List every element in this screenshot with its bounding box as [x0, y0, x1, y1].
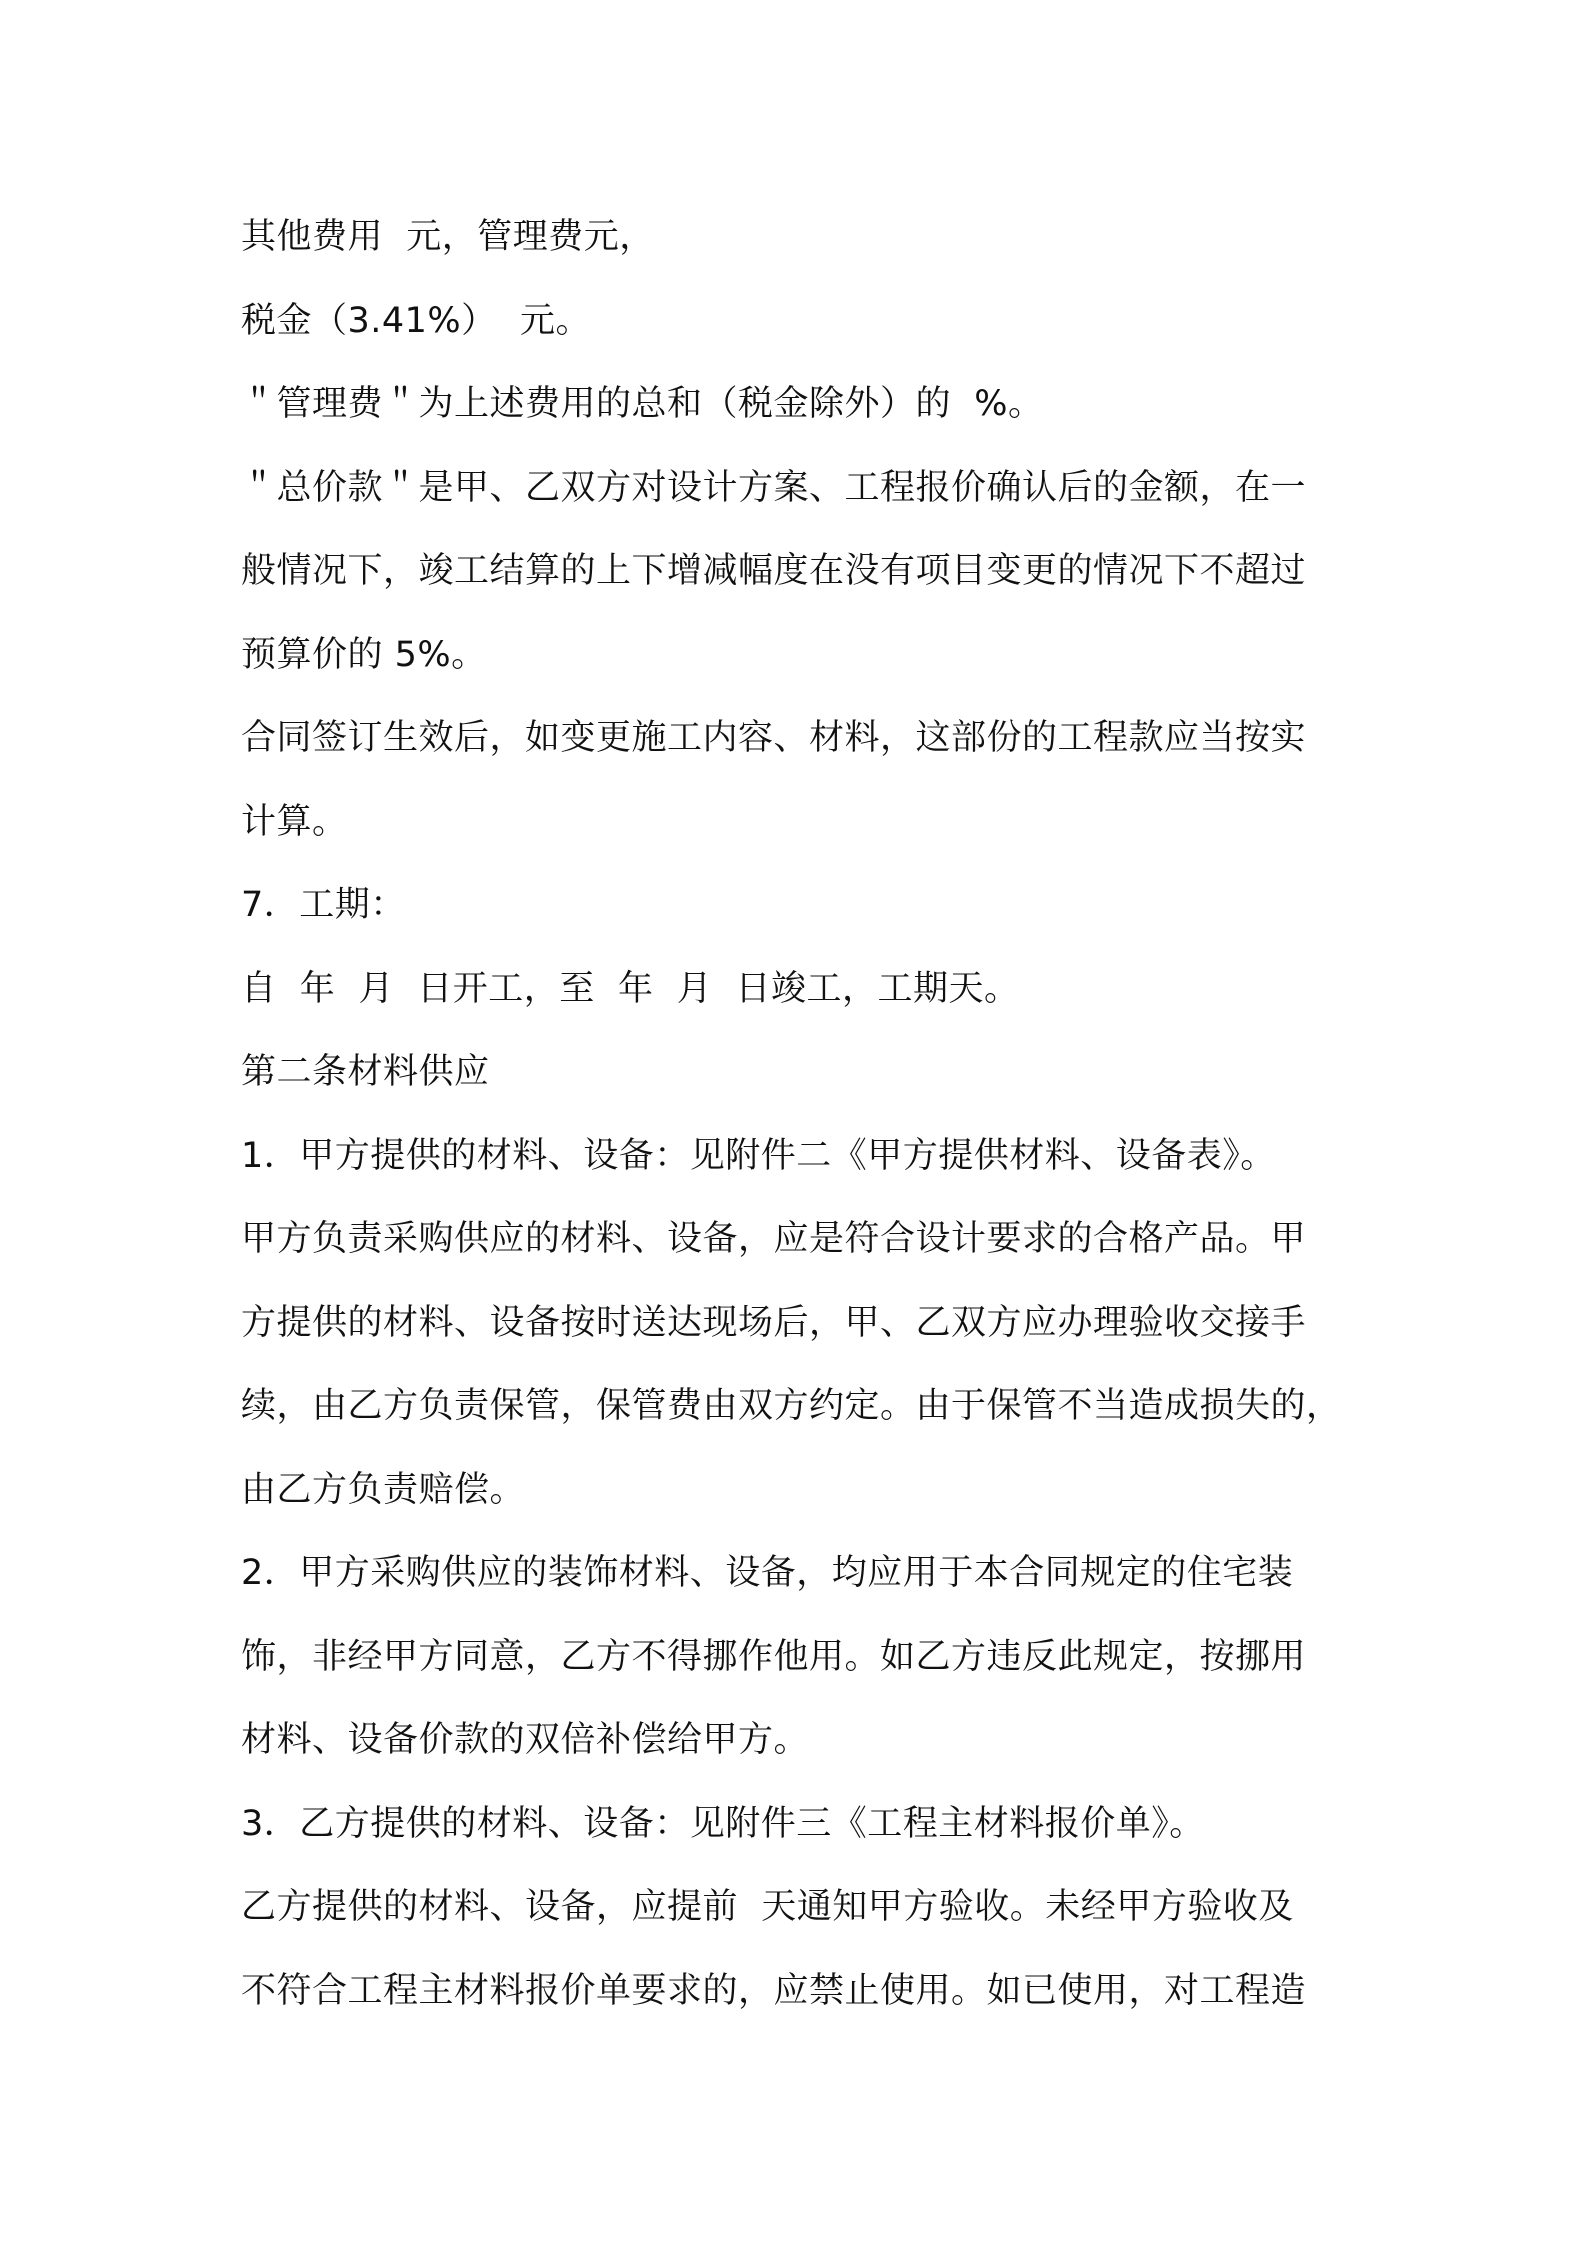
text-line-party-a-procurement-continued-3: 由乙方负责赔偿。 — [241, 1469, 526, 1510]
article-2-heading: 第二条材料供应 — [241, 1052, 490, 1092]
text-line-item-2: 2．甲方采购供应的装饰材料、设备，均应用于本合同规定的住宅装 — [241, 1553, 1294, 1593]
text-line-construction-period: 自 年 月 日开工，至 年 月 日竣工，工期天。 — [241, 968, 1020, 1009]
text-line-party-a-procurement-continued-2: 续，由乙方负责保管，保管费由双方约定。由于保管不当造成损失的， — [241, 1386, 1342, 1426]
text-line-other-fees: 其他费用 元，管理费元， — [241, 217, 655, 257]
text-line-item-2-continued-2: 材料、设备价款的双倍补偿给甲方。 — [241, 1720, 810, 1760]
text-line-total-price-definition: ＂总价款＂是甲、乙双方对设计方案、工程报价确认后的金额，在一 — [241, 467, 1307, 508]
text-line-party-b-materials-continued: 不符合工程主材料报价单要求的，应禁止使用。如已使用，对工程造 — [241, 1970, 1307, 2011]
text-line-total-price-continued: 般情况下，竣工结算的上下增减幅度在没有项目变更的情况下不超过 — [241, 551, 1307, 591]
text-line-contract-change: 合同签订生效后，如变更施工内容、材料，这部份的工程款应当按实 — [241, 718, 1307, 758]
text-line-budget-limit: 预算价的 5%。 — [241, 634, 487, 675]
text-line-item-3: 3．乙方提供的材料、设备：见附件三《工程主材料报价单》。 — [241, 1803, 1205, 1844]
text-line-item-2-continued-1: 饰，非经甲方同意，乙方不得挪作他用。如乙方违反此规定，按挪用 — [241, 1636, 1307, 1677]
text-line-party-a-procurement-continued-1: 方提供的材料、设备按时送达现场后，甲、乙双方应办理验收交接手 — [241, 1302, 1307, 1343]
document-body — [241, 196, 1361, 2033]
text-line-item-1: 1．甲方提供的材料、设备：见附件二《甲方提供材料、设备表》。 — [241, 1135, 1276, 1176]
text-line-contract-change-continued: 计算。 — [241, 801, 348, 842]
text-line-party-b-materials: 乙方提供的材料、设备，应提前 天通知甲方验收。未经甲方验收及 — [241, 1887, 1294, 1927]
text-line-tax: 税金（3.41%） 元。 — [241, 300, 591, 341]
text-line-management-fee-definition: ＂管理费＂为上述费用的总和（税金除外）的 %。 — [241, 384, 1044, 424]
text-line-party-a-procurement: 甲方负责采购供应的材料、设备，应是符合设计要求的合格产品。甲 — [241, 1219, 1307, 1259]
text-line-section-7-heading: 7．工期： — [241, 885, 406, 925]
